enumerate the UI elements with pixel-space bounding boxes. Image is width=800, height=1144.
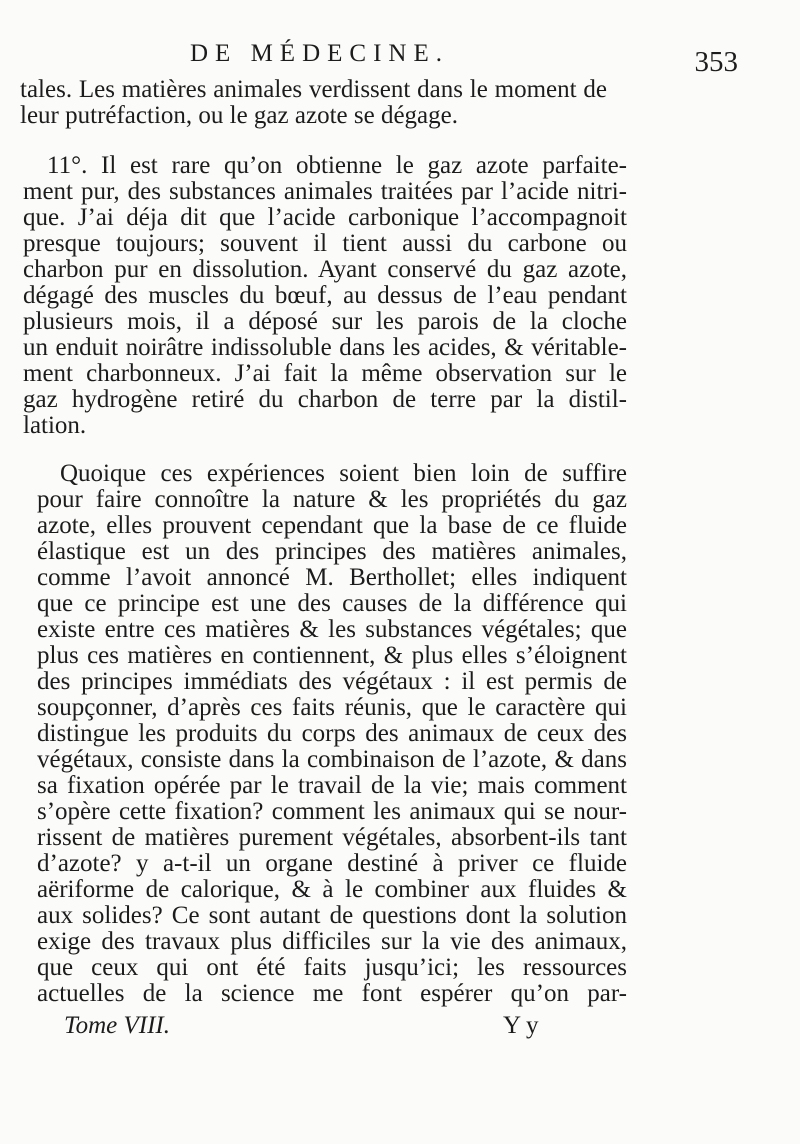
text-line: s’opère cette fixation? comment les animaux qui se nour-	[37, 798, 627, 825]
text-line: d’azote? y a-t-il un organe destiné à priver ce fluide	[37, 850, 627, 877]
text-line: exige des travaux plus difficiles sur la vie des animaux,	[37, 928, 627, 955]
text-line: dégagé des muscles du bœuf, au dessus de l’eau pendant	[23, 282, 627, 309]
text-line: plus ces matières en contiennent, & plus elles s’éloignent	[37, 642, 627, 669]
running-head: DE MÉDECINE.	[190, 40, 449, 67]
text-line: que ceux qui ont été faits jusqu’ici; les ressources	[37, 954, 627, 981]
text-line: tales. Les matières animales verdissent dans le moment de	[20, 76, 607, 103]
text-line: aux solides? Ce sont autant de questions dont la solution	[37, 902, 627, 929]
volume-label: Tome VIII.	[64, 1012, 171, 1039]
text-line: un enduit noirâtre indissoluble dans les acides, & véritable-	[23, 334, 627, 361]
text-line: leur putréfaction, ou le gaz azote se dégage.	[20, 102, 458, 129]
page-footer	[0, 1012, 800, 1052]
text-line: lation.	[23, 412, 87, 439]
text-line: ment pur, des substances animales traitées par l’acide nitri-	[23, 178, 627, 205]
text-line: charbon pur en dissolution. Ayant conservé du gaz azote,	[23, 256, 627, 283]
text-line: pour faire connoître la nature & les propriétés du gaz	[37, 486, 627, 513]
text-line: soupçonner, d’après ces faits réunis, que le caractère qui	[37, 694, 627, 721]
text-line: actuelles de la science me font espérer qu’on par-	[37, 980, 627, 1007]
text-line: sa fixation opérée par le travail de la vie; mais comment	[37, 772, 627, 799]
text-line: plusieurs mois, il a déposé sur les parois de la cloche	[23, 308, 627, 335]
text-line: végétaux, consiste dans la combinaison de l’azote, & dans	[37, 746, 627, 773]
text-line: des principes immédiats des végétaux : il est permis de	[37, 668, 627, 695]
page-number: 353	[694, 46, 738, 78]
text-line: gaz hydrogène retiré du charbon de terre par la distil-	[23, 386, 627, 413]
text-line: azote, elles prouvent cependant que la base de ce fluide	[37, 512, 627, 539]
text-line: que ce principe est une des causes de la différence qui	[37, 590, 627, 617]
text-line: élastique est un des principes des matières animales,	[37, 538, 627, 565]
text-line: Quoique ces expériences soient bien loin de suffire	[60, 460, 627, 487]
text-line: aëriforme de calorique, & à le combiner aux fluides &	[37, 876, 627, 903]
text-line: rissent de matières purement végétales, absorbent-ils tant	[37, 824, 627, 851]
text-line: existe entre ces matières & les substances végétales; que	[37, 616, 627, 643]
text-line: presque toujours; souvent il tient aussi du carbone ou	[23, 230, 627, 257]
text-line: que. J’ai déja dit que l’acide carbonique l’accompagnoit	[23, 204, 627, 231]
page-header	[0, 40, 800, 80]
text-line: ment charbonneux. J’ai fait la même observation sur le	[23, 360, 627, 387]
text-line: distingue les produits du corps des animaux de ceux des	[37, 720, 627, 747]
signature-mark: Yy	[503, 1012, 544, 1039]
text-line: 11°. Il est rare qu’on obtienne le gaz azote parfaite-	[47, 152, 627, 179]
text-line: comme l’avoit annoncé M. Berthollet; elles indiquent	[37, 564, 627, 591]
